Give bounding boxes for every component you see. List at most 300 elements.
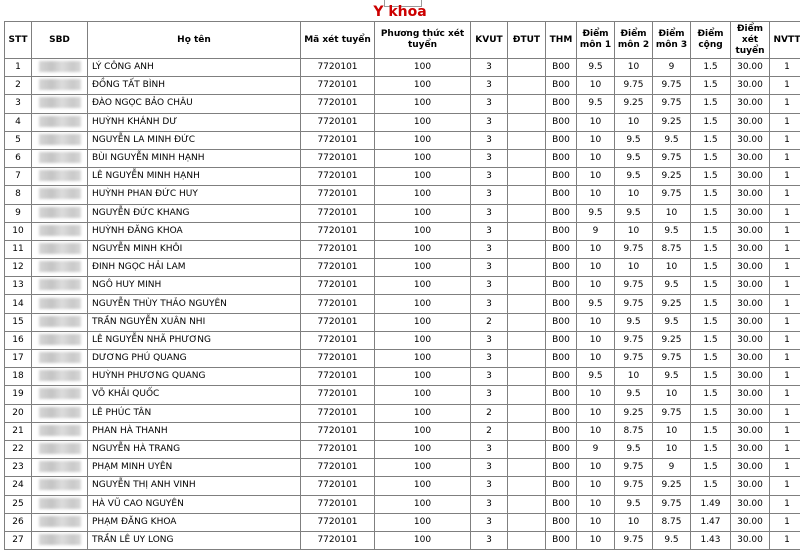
cell-sbd bbox=[32, 77, 88, 95]
cell-thm: B00 bbox=[546, 495, 577, 513]
cell-code: 7720101 bbox=[301, 331, 375, 349]
cell-stt: 21 bbox=[5, 422, 32, 440]
cell-thm: B00 bbox=[546, 459, 577, 477]
cell-score-1: 10 bbox=[577, 477, 615, 495]
cell-nvtt: 1 bbox=[770, 331, 800, 349]
cell-kvut: 3 bbox=[471, 240, 508, 258]
cell-thm: B00 bbox=[546, 368, 577, 386]
redacted-sbd bbox=[39, 316, 81, 327]
header-method: Phương thức xét tuyển bbox=[375, 22, 471, 59]
cell-code: 7720101 bbox=[301, 222, 375, 240]
cell-code: 7720101 bbox=[301, 513, 375, 531]
cell-score-1: 10 bbox=[577, 331, 615, 349]
table-row bbox=[5, 186, 800, 204]
cell-code: 7720101 bbox=[301, 186, 375, 204]
table-row bbox=[5, 240, 800, 258]
cell-dtut bbox=[508, 131, 546, 149]
cell-score-2: 9.75 bbox=[615, 240, 653, 258]
cell-score-3: 9.5 bbox=[653, 131, 691, 149]
cell-thm: B00 bbox=[546, 350, 577, 368]
redacted-sbd bbox=[39, 279, 81, 290]
cell-sbd bbox=[32, 331, 88, 349]
cell-score-1: 10 bbox=[577, 168, 615, 186]
cell-thm: B00 bbox=[546, 186, 577, 204]
cell-kvut: 3 bbox=[471, 204, 508, 222]
cell-total: 30.00 bbox=[731, 350, 770, 368]
cell-nvtt: 1 bbox=[770, 350, 800, 368]
cell-dtut bbox=[508, 477, 546, 495]
cell-nvtt: 1 bbox=[770, 277, 800, 295]
cell-name: TRẦN LÊ UY LONG bbox=[88, 531, 301, 549]
redacted-sbd bbox=[39, 407, 81, 418]
cell-bonus: 1.5 bbox=[691, 404, 731, 422]
cell-nvtt: 1 bbox=[770, 404, 800, 422]
cell-nvtt: 1 bbox=[770, 186, 800, 204]
table-row bbox=[5, 404, 800, 422]
cell-sbd bbox=[32, 295, 88, 313]
cell-dtut bbox=[508, 277, 546, 295]
cell-code: 7720101 bbox=[301, 459, 375, 477]
cell-total: 30.00 bbox=[731, 513, 770, 531]
cell-kvut: 3 bbox=[471, 477, 508, 495]
cell-score-3: 9.75 bbox=[653, 95, 691, 113]
cell-name: HÀ VŨ CAO NGUYÊN bbox=[88, 495, 301, 513]
cell-method: 100 bbox=[375, 204, 471, 222]
cell-nvtt: 1 bbox=[770, 222, 800, 240]
cell-method: 100 bbox=[375, 222, 471, 240]
cell-kvut: 3 bbox=[471, 186, 508, 204]
cell-bonus: 1.5 bbox=[691, 113, 731, 131]
cell-method: 100 bbox=[375, 513, 471, 531]
table-row bbox=[5, 149, 800, 167]
cell-total: 30.00 bbox=[731, 186, 770, 204]
cell-name: PHẠM ĐĂNG KHOA bbox=[88, 513, 301, 531]
cell-score-3: 9.25 bbox=[653, 477, 691, 495]
cell-dtut bbox=[508, 531, 546, 549]
redacted-sbd bbox=[39, 188, 81, 199]
cell-sbd bbox=[32, 440, 88, 458]
cell-nvtt: 1 bbox=[770, 131, 800, 149]
cell-bonus: 1.5 bbox=[691, 77, 731, 95]
cell-name: LÊ PHÚC TÂN bbox=[88, 404, 301, 422]
cell-stt: 3 bbox=[5, 95, 32, 113]
cell-method: 100 bbox=[375, 295, 471, 313]
cell-bonus: 1.5 bbox=[691, 331, 731, 349]
cell-sbd bbox=[32, 350, 88, 368]
cell-dtut bbox=[508, 222, 546, 240]
cell-score-3: 8.75 bbox=[653, 513, 691, 531]
header-score-1: Điểm môn 1 bbox=[577, 22, 615, 59]
cell-kvut: 3 bbox=[471, 531, 508, 549]
cell-sbd bbox=[32, 404, 88, 422]
cell-total: 30.00 bbox=[731, 77, 770, 95]
cell-dtut bbox=[508, 513, 546, 531]
redacted-sbd bbox=[39, 116, 81, 127]
cell-score-2: 9.5 bbox=[615, 149, 653, 167]
cell-code: 7720101 bbox=[301, 149, 375, 167]
cell-score-2: 9.5 bbox=[615, 386, 653, 404]
cell-score-2: 9.75 bbox=[615, 277, 653, 295]
cell-score-1: 10 bbox=[577, 495, 615, 513]
cell-total: 30.00 bbox=[731, 495, 770, 513]
cell-method: 100 bbox=[375, 59, 471, 77]
cell-nvtt: 1 bbox=[770, 477, 800, 495]
table-row bbox=[5, 331, 800, 349]
cell-score-2: 10 bbox=[615, 59, 653, 77]
cell-score-2: 10 bbox=[615, 513, 653, 531]
table-row bbox=[5, 368, 800, 386]
cell-dtut bbox=[508, 168, 546, 186]
cell-score-1: 10 bbox=[577, 513, 615, 531]
redacted-sbd bbox=[39, 225, 81, 236]
cell-nvtt: 1 bbox=[770, 77, 800, 95]
cell-score-3: 10 bbox=[653, 259, 691, 277]
cell-dtut bbox=[508, 259, 546, 277]
cell-name: NGUYỄN LA MINH ĐỨC bbox=[88, 131, 301, 149]
cell-score-1: 10 bbox=[577, 277, 615, 295]
cell-code: 7720101 bbox=[301, 531, 375, 549]
cell-kvut: 3 bbox=[471, 277, 508, 295]
cell-score-3: 9.75 bbox=[653, 186, 691, 204]
header-dtut: ĐTUT bbox=[508, 22, 546, 59]
cell-dtut bbox=[508, 59, 546, 77]
cell-sbd bbox=[32, 149, 88, 167]
cell-sbd bbox=[32, 95, 88, 113]
cell-score-3: 10 bbox=[653, 204, 691, 222]
cell-name: ĐỒNG TẤT BÌNH bbox=[88, 77, 301, 95]
table-row bbox=[5, 531, 800, 549]
cell-name: NGUYỄN THỊ ANH VINH bbox=[88, 477, 301, 495]
cell-kvut: 2 bbox=[471, 422, 508, 440]
table-row bbox=[5, 277, 800, 295]
cell-method: 100 bbox=[375, 440, 471, 458]
redacted-sbd bbox=[39, 97, 81, 108]
table-row bbox=[5, 459, 800, 477]
table-row bbox=[5, 168, 800, 186]
cell-stt: 19 bbox=[5, 386, 32, 404]
redacted-sbd bbox=[39, 370, 81, 381]
cell-score-3: 9.5 bbox=[653, 222, 691, 240]
cell-sbd bbox=[32, 131, 88, 149]
cell-code: 7720101 bbox=[301, 495, 375, 513]
cell-dtut bbox=[508, 368, 546, 386]
cell-nvtt: 1 bbox=[770, 422, 800, 440]
cell-code: 7720101 bbox=[301, 277, 375, 295]
header-row bbox=[5, 22, 800, 59]
cell-kvut: 3 bbox=[471, 350, 508, 368]
cell-name: NGUYỄN HÀ TRANG bbox=[88, 440, 301, 458]
cell-kvut: 3 bbox=[471, 459, 508, 477]
cell-total: 30.00 bbox=[731, 59, 770, 77]
header-thm: THM bbox=[546, 22, 577, 59]
cell-sbd bbox=[32, 59, 88, 77]
cell-kvut: 3 bbox=[471, 513, 508, 531]
cell-score-2: 9.5 bbox=[615, 168, 653, 186]
cell-total: 30.00 bbox=[731, 313, 770, 331]
cell-stt: 10 bbox=[5, 222, 32, 240]
cell-dtut bbox=[508, 404, 546, 422]
cell-score-1: 9.5 bbox=[577, 295, 615, 313]
cell-sbd bbox=[32, 313, 88, 331]
cell-stt: 5 bbox=[5, 131, 32, 149]
cell-stt: 22 bbox=[5, 440, 32, 458]
redacted-sbd bbox=[39, 443, 81, 454]
cell-name: NGUYỄN MINH KHÔI bbox=[88, 240, 301, 258]
cell-score-1: 10 bbox=[577, 404, 615, 422]
cell-score-1: 10 bbox=[577, 186, 615, 204]
cell-total: 30.00 bbox=[731, 386, 770, 404]
cell-method: 100 bbox=[375, 113, 471, 131]
cell-total: 30.00 bbox=[731, 368, 770, 386]
cell-thm: B00 bbox=[546, 422, 577, 440]
header-stt: STT bbox=[5, 22, 32, 59]
header-total: Điểm xét tuyển bbox=[731, 22, 770, 59]
cell-score-1: 10 bbox=[577, 149, 615, 167]
redacted-sbd bbox=[39, 207, 81, 218]
cell-score-3: 10 bbox=[653, 386, 691, 404]
cell-score-1: 10 bbox=[577, 131, 615, 149]
cell-stt: 9 bbox=[5, 204, 32, 222]
cell-dtut bbox=[508, 386, 546, 404]
redacted-sbd bbox=[39, 534, 81, 545]
cell-method: 100 bbox=[375, 313, 471, 331]
cell-kvut: 3 bbox=[471, 368, 508, 386]
cell-thm: B00 bbox=[546, 204, 577, 222]
redacted-sbd bbox=[39, 516, 81, 527]
cell-kvut: 3 bbox=[471, 131, 508, 149]
cell-thm: B00 bbox=[546, 259, 577, 277]
table-row bbox=[5, 113, 800, 131]
cell-sbd bbox=[32, 531, 88, 549]
cell-code: 7720101 bbox=[301, 77, 375, 95]
cell-code: 7720101 bbox=[301, 295, 375, 313]
cell-bonus: 1.5 bbox=[691, 131, 731, 149]
cell-dtut bbox=[508, 440, 546, 458]
cell-score-1: 10 bbox=[577, 240, 615, 258]
cell-method: 100 bbox=[375, 350, 471, 368]
cell-bonus: 1.47 bbox=[691, 513, 731, 531]
table-row bbox=[5, 350, 800, 368]
cell-score-3: 9.75 bbox=[653, 77, 691, 95]
cell-code: 7720101 bbox=[301, 95, 375, 113]
cell-nvtt: 1 bbox=[770, 513, 800, 531]
cell-score-3: 9 bbox=[653, 459, 691, 477]
cell-nvtt: 1 bbox=[770, 240, 800, 258]
cell-kvut: 3 bbox=[471, 59, 508, 77]
cell-code: 7720101 bbox=[301, 204, 375, 222]
cell-method: 100 bbox=[375, 331, 471, 349]
cell-name: HUỲNH PHƯƠNG QUANG bbox=[88, 368, 301, 386]
cell-score-2: 10 bbox=[615, 222, 653, 240]
cell-nvtt: 1 bbox=[770, 531, 800, 549]
cell-method: 100 bbox=[375, 422, 471, 440]
cell-score-3: 9.25 bbox=[653, 113, 691, 131]
cell-code: 7720101 bbox=[301, 259, 375, 277]
cell-method: 100 bbox=[375, 186, 471, 204]
cell-name: LÝ CÔNG ANH bbox=[88, 59, 301, 77]
cell-dtut bbox=[508, 204, 546, 222]
cell-bonus: 1.5 bbox=[691, 386, 731, 404]
table-row bbox=[5, 513, 800, 531]
cell-kvut: 3 bbox=[471, 77, 508, 95]
cell-bonus: 1.5 bbox=[691, 313, 731, 331]
cell-code: 7720101 bbox=[301, 131, 375, 149]
redacted-sbd bbox=[39, 479, 81, 490]
cell-name: ĐINH NGỌC HẢI LAM bbox=[88, 259, 301, 277]
cell-code: 7720101 bbox=[301, 168, 375, 186]
cell-score-3: 9.75 bbox=[653, 495, 691, 513]
header-kvut: KVUT bbox=[471, 22, 508, 59]
cell-name: HUỲNH ĐĂNG KHOA bbox=[88, 222, 301, 240]
cell-bonus: 1.5 bbox=[691, 295, 731, 313]
cell-kvut: 3 bbox=[471, 259, 508, 277]
cell-stt: 12 bbox=[5, 259, 32, 277]
cell-name: HUỲNH PHAN ĐỨC HUY bbox=[88, 186, 301, 204]
cell-score-2: 9.75 bbox=[615, 331, 653, 349]
cell-code: 7720101 bbox=[301, 313, 375, 331]
cell-name: NGUYỄN ĐỨC KHANG bbox=[88, 204, 301, 222]
cell-kvut: 2 bbox=[471, 404, 508, 422]
redacted-sbd bbox=[39, 152, 81, 163]
cell-method: 100 bbox=[375, 168, 471, 186]
cell-score-3: 9 bbox=[653, 59, 691, 77]
cell-score-2: 10 bbox=[615, 113, 653, 131]
cell-bonus: 1.5 bbox=[691, 59, 731, 77]
cell-score-1: 9 bbox=[577, 440, 615, 458]
cell-code: 7720101 bbox=[301, 350, 375, 368]
cell-nvtt: 1 bbox=[770, 386, 800, 404]
cell-score-1: 10 bbox=[577, 386, 615, 404]
cell-thm: B00 bbox=[546, 440, 577, 458]
cell-code: 7720101 bbox=[301, 59, 375, 77]
cell-dtut bbox=[508, 459, 546, 477]
cell-bonus: 1.5 bbox=[691, 459, 731, 477]
cell-total: 30.00 bbox=[731, 240, 770, 258]
cell-bonus: 1.5 bbox=[691, 222, 731, 240]
header-score-2: Điểm môn 2 bbox=[615, 22, 653, 59]
cell-score-2: 9.25 bbox=[615, 404, 653, 422]
cell-score-2: 9.75 bbox=[615, 350, 653, 368]
cell-kvut: 3 bbox=[471, 168, 508, 186]
cell-bonus: 1.5 bbox=[691, 440, 731, 458]
cell-score-1: 10 bbox=[577, 422, 615, 440]
cell-kvut: 3 bbox=[471, 222, 508, 240]
table-row bbox=[5, 440, 800, 458]
cell-sbd bbox=[32, 277, 88, 295]
header-name: Họ tên bbox=[88, 22, 301, 59]
cell-code: 7720101 bbox=[301, 113, 375, 131]
cell-score-2: 10 bbox=[615, 186, 653, 204]
cell-score-1: 9.5 bbox=[577, 204, 615, 222]
cell-thm: B00 bbox=[546, 222, 577, 240]
cell-sbd bbox=[32, 495, 88, 513]
header-sbd: SBD bbox=[32, 22, 88, 59]
cell-total: 30.00 bbox=[731, 95, 770, 113]
cell-score-2: 9.75 bbox=[615, 77, 653, 95]
cell-code: 7720101 bbox=[301, 440, 375, 458]
cell-total: 30.00 bbox=[731, 531, 770, 549]
cell-bonus: 1.5 bbox=[691, 149, 731, 167]
page-title: Y khoa bbox=[373, 4, 427, 20]
cell-dtut bbox=[508, 186, 546, 204]
cell-score-3: 9.25 bbox=[653, 295, 691, 313]
cell-score-3: 9.75 bbox=[653, 350, 691, 368]
cell-total: 30.00 bbox=[731, 259, 770, 277]
table-row bbox=[5, 259, 800, 277]
cell-total: 30.00 bbox=[731, 477, 770, 495]
cell-score-2: 9.5 bbox=[615, 495, 653, 513]
cell-method: 100 bbox=[375, 131, 471, 149]
cell-total: 30.00 bbox=[731, 222, 770, 240]
cell-name: TRẦN NGUYỄN XUÂN NHI bbox=[88, 313, 301, 331]
cell-total: 30.00 bbox=[731, 295, 770, 313]
table-row bbox=[5, 95, 800, 113]
cell-score-2: 9.75 bbox=[615, 531, 653, 549]
cell-stt: 8 bbox=[5, 186, 32, 204]
cell-bonus: 1.5 bbox=[691, 350, 731, 368]
cell-kvut: 3 bbox=[471, 149, 508, 167]
table-row bbox=[5, 422, 800, 440]
cell-name: LÊ NGUYỄN MINH HẠNH bbox=[88, 168, 301, 186]
cell-thm: B00 bbox=[546, 295, 577, 313]
cell-score-2: 10 bbox=[615, 259, 653, 277]
cell-score-1: 10 bbox=[577, 77, 615, 95]
cell-total: 30.00 bbox=[731, 331, 770, 349]
cell-method: 100 bbox=[375, 277, 471, 295]
cell-method: 100 bbox=[375, 459, 471, 477]
cell-stt: 6 bbox=[5, 149, 32, 167]
header-nvtt: NVTT bbox=[770, 22, 800, 59]
cell-sbd bbox=[32, 513, 88, 531]
table-row bbox=[5, 59, 800, 77]
cell-score-3: 9.5 bbox=[653, 313, 691, 331]
table-row bbox=[5, 495, 800, 513]
redacted-sbd bbox=[39, 461, 81, 472]
cell-kvut: 3 bbox=[471, 295, 508, 313]
cell-thm: B00 bbox=[546, 277, 577, 295]
cell-sbd bbox=[32, 204, 88, 222]
table-row bbox=[5, 131, 800, 149]
cell-total: 30.00 bbox=[731, 204, 770, 222]
cell-sbd bbox=[32, 113, 88, 131]
cell-nvtt: 1 bbox=[770, 95, 800, 113]
admission-results-table bbox=[4, 21, 800, 550]
cell-nvtt: 1 bbox=[770, 459, 800, 477]
cell-bonus: 1.5 bbox=[691, 477, 731, 495]
cell-stt: 23 bbox=[5, 459, 32, 477]
cell-method: 100 bbox=[375, 495, 471, 513]
cell-dtut bbox=[508, 77, 546, 95]
table-row bbox=[5, 204, 800, 222]
cell-stt: 18 bbox=[5, 368, 32, 386]
cell-thm: B00 bbox=[546, 240, 577, 258]
cell-method: 100 bbox=[375, 531, 471, 549]
cell-name: HUỲNH KHÁNH DƯ bbox=[88, 113, 301, 131]
cell-thm: B00 bbox=[546, 513, 577, 531]
cell-score-2: 9.5 bbox=[615, 313, 653, 331]
redacted-sbd bbox=[39, 388, 81, 399]
cell-stt: 1 bbox=[5, 59, 32, 77]
cell-dtut bbox=[508, 313, 546, 331]
cell-bonus: 1.5 bbox=[691, 168, 731, 186]
cell-thm: B00 bbox=[546, 386, 577, 404]
cell-score-3: 10 bbox=[653, 440, 691, 458]
table-body bbox=[5, 59, 800, 550]
cell-dtut bbox=[508, 331, 546, 349]
cell-total: 30.00 bbox=[731, 404, 770, 422]
cell-stt: 11 bbox=[5, 240, 32, 258]
cell-nvtt: 1 bbox=[770, 295, 800, 313]
